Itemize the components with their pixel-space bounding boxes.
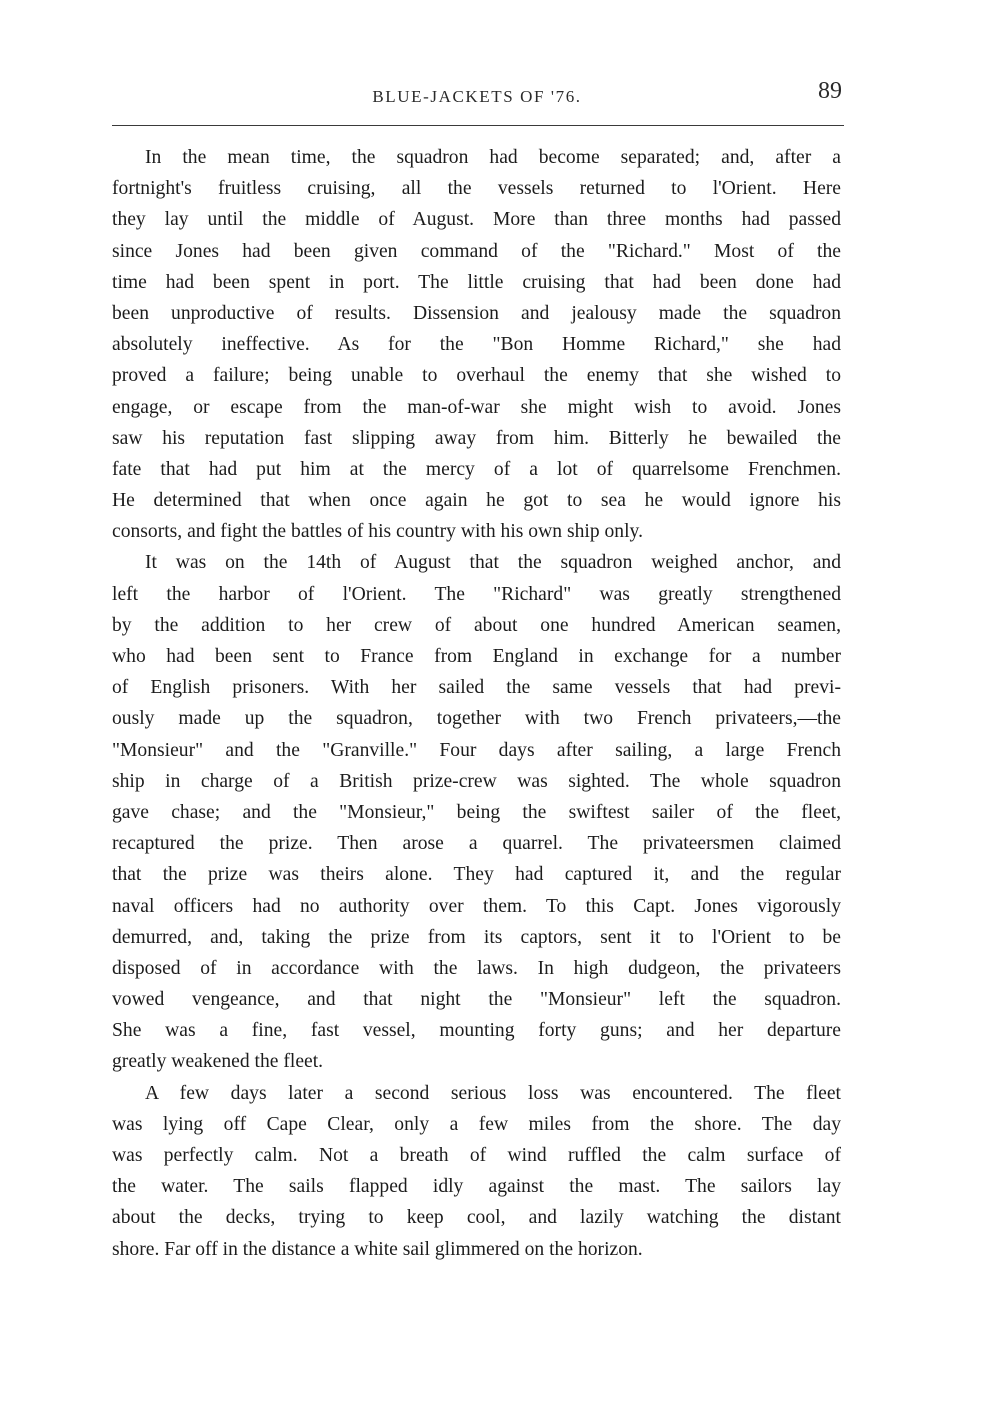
text-line: the water. The sails flapped idly against the mast. The sailors lay bbox=[112, 1176, 841, 1198]
text-line: been unproductive of results. Dissension and jealousy made the squadron bbox=[112, 302, 841, 324]
text-line: left the harbor of l'Orient. The "Richard" was greatly strengthened bbox=[112, 583, 841, 605]
text-line: recaptured the prize. Then arose a quarrel. The privateersmen claimed bbox=[112, 833, 841, 855]
text-line: of English prisoners. With her sailed the same vessels that had previ- bbox=[112, 677, 841, 699]
running-head bbox=[112, 78, 842, 118]
text-line: "Monsieur" and the "Granville." Four days after sailing, a large French bbox=[112, 739, 841, 761]
text-line: about the decks, trying to keep cool, and lazily watching the distant bbox=[112, 1207, 841, 1229]
text-line: absolutely ineffective. As for the "Bon Homme Richard," she had bbox=[112, 334, 841, 356]
text-line: disposed of in accordance with the laws. In high dudgeon, the privateers bbox=[112, 957, 841, 979]
text-line: was lying off Cape Clear, only a few miles from the shore. The day bbox=[112, 1113, 841, 1135]
text-line: She was a fine, fast vessel, mounting forty guns; and her departure bbox=[112, 1020, 841, 1042]
text-line: proved a failure; being unable to overhaul the enemy that she wished to bbox=[112, 365, 841, 387]
text-line: shore. Far off in the distance a white sail glimmered on the horizon. bbox=[112, 1238, 643, 1260]
text-line: fate that had put him at the mercy of a lot of quarrelsome Frenchmen. bbox=[112, 458, 841, 480]
text-line: ship in charge of a British prize-crew was sighted. The whole squadron bbox=[112, 770, 841, 792]
text-line: that the prize was theirs alone. They had captured it, and the regular bbox=[112, 864, 841, 886]
text-line: engage, or escape from the man-of-war she might wish to avoid. Jones bbox=[112, 396, 841, 418]
text-line: since Jones had been given command of the "Richard." Most of the bbox=[112, 240, 841, 262]
text-line: demurred, and, taking the prize from its captors, sent it to l'Orient to be bbox=[112, 926, 841, 948]
page-number: 89 bbox=[818, 78, 842, 104]
running-title: BLUE-JACKETS OF '76. bbox=[372, 87, 582, 106]
text-line: vowed vengeance, and that night the "Monsieur" left the squadron. bbox=[112, 989, 841, 1011]
text-line: was perfectly calm. Not a breath of wind ruffled the calm surface of bbox=[112, 1145, 841, 1166]
text-line: saw his reputation fast slipping away from him. Bitterly he bewailed the bbox=[112, 427, 841, 449]
text-line: In the mean time, the squadron had become separated; and, after a bbox=[145, 147, 841, 168]
text-line: He determined that when once again he got to sea he would ignore his bbox=[112, 490, 841, 512]
header-rule bbox=[112, 125, 844, 126]
text-line: ously made up the squadron, together with two French privateers,—the bbox=[112, 708, 841, 730]
text-line: time had been spent in port. The little cruising that had been done had bbox=[112, 271, 841, 293]
text-line: consorts, and fight the battles of his country with his own ship only. bbox=[112, 521, 643, 543]
text-line: gave chase; and the "Monsieur," being the swiftest sailer of the fleet, bbox=[112, 801, 841, 823]
text-line: greatly weakened the fleet. bbox=[112, 1051, 324, 1073]
text-line: by the addition to her crew of about one hundred American seamen, bbox=[112, 614, 841, 636]
text-line: It was on the 14th of August that the squadron weighed anchor, and bbox=[145, 552, 841, 574]
text-line: naval officers had no authority over them. To this Capt. Jones vigorously bbox=[112, 895, 841, 917]
text-line: A few days later a second serious loss was encountered. The fleet bbox=[145, 1082, 841, 1104]
text-line: who had been sent to France from England in exchange for a number bbox=[112, 646, 841, 667]
text-line: fortnight's fruitless cruising, all the vessels returned to l'Orient. Here bbox=[112, 178, 841, 200]
body-text bbox=[112, 142, 841, 1265]
text-line: they lay until the middle of August. More than three months had passed bbox=[112, 209, 841, 231]
